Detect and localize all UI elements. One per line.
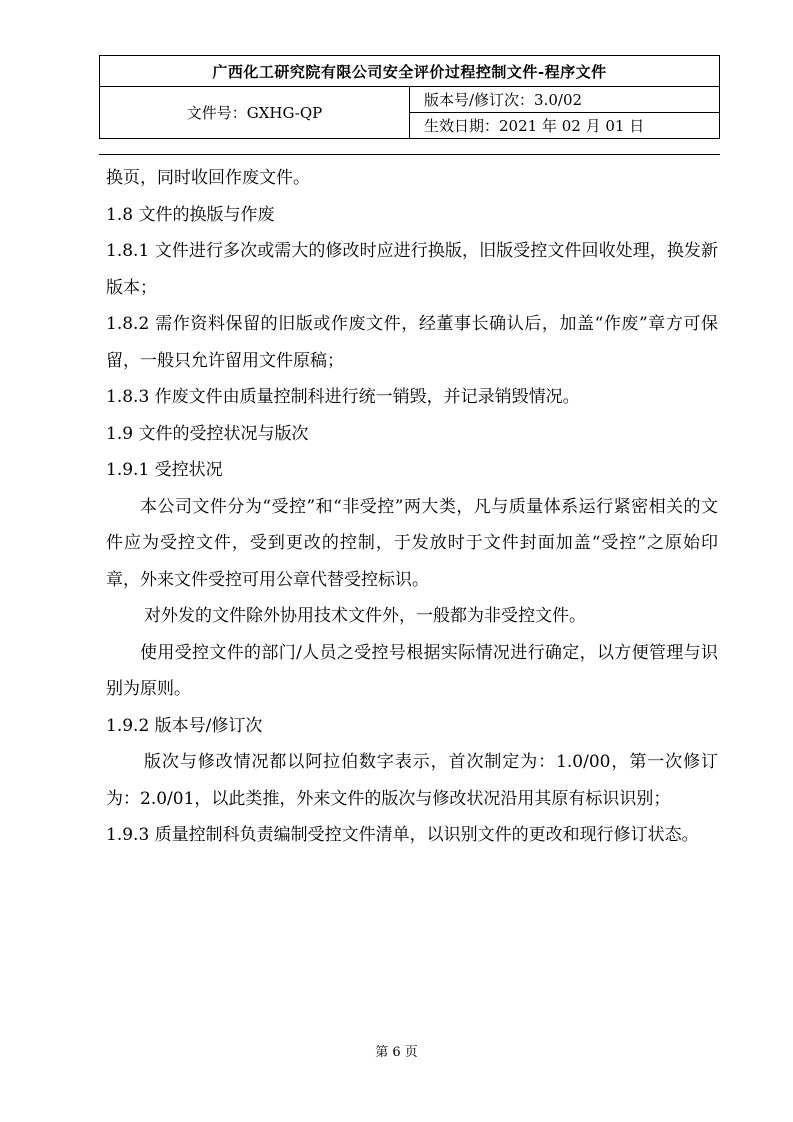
document-body (106, 160, 718, 854)
document-number: 文件号：GXHG-QP (100, 87, 410, 139)
page-number: 第 6 页 (375, 1045, 418, 1060)
version-revision: 版本号/修订次：3.0/02 (410, 87, 720, 113)
paragraph: 1.9.3 质量控制科负责编制受控文件清单，以识别文件的更改和现行修订状态。 (106, 825, 699, 845)
paragraph: 使用受控文件的部门/人员之受控号根据实际情况进行确定，以方便管理与识别为原则。 (106, 642, 718, 699)
section-heading: 1.8 文件的换版与作废 (106, 204, 275, 225)
paragraph: 1.8.3 作废文件由质量控制科进行统一销毁，并记录销毁情况。 (106, 387, 580, 407)
paragraph: 版次与修改情况都以阿拉伯数字表示，首次制定为：1.0/00，第一次修订为：2.0/01，以此类推，外来文件的版次与修改状况沿用其原有标识识别； (106, 752, 718, 809)
paragraph: 1.8.1 文件进行多次或需大的修改时应进行换版，旧版受控文件回收处理，换发新版本； (106, 241, 718, 298)
effective-date: 生效日期：2021 年 02 月 01 日 (410, 113, 720, 139)
paragraph: 本公司文件分为“受控”和“非受控”两大类，凡与质量体系运行紧密相关的文件应为受控文件，受到更改的控制，于发放时于文件封面加盖“受控”之原始印章，外来文件受控可用公章代替受控标识。 (106, 496, 718, 590)
section-heading: 1.9 文件的受控状况与版次 (106, 423, 309, 444)
paragraph: 1.8.2 需作资料保留的旧版或作废文件，经董事长确认后，加盖“作废”章方可保留，一般只允许留用文件原稿； (106, 314, 718, 371)
subsection-heading: 1.9.1 受控状况 (106, 460, 223, 480)
document-header-table (99, 55, 720, 139)
header-divider (99, 154, 720, 155)
paragraph: 对外发的文件除外协用技术文件外，一般都为非受控文件。 (144, 606, 586, 626)
document-title: 广西化工研究院有限公司安全评价过程控制文件-程序文件 (100, 56, 720, 87)
paragraph: 换页，同时收回作废文件。 (106, 168, 310, 188)
subsection-heading: 1.9.2 版本号/修订次 (106, 715, 263, 736)
